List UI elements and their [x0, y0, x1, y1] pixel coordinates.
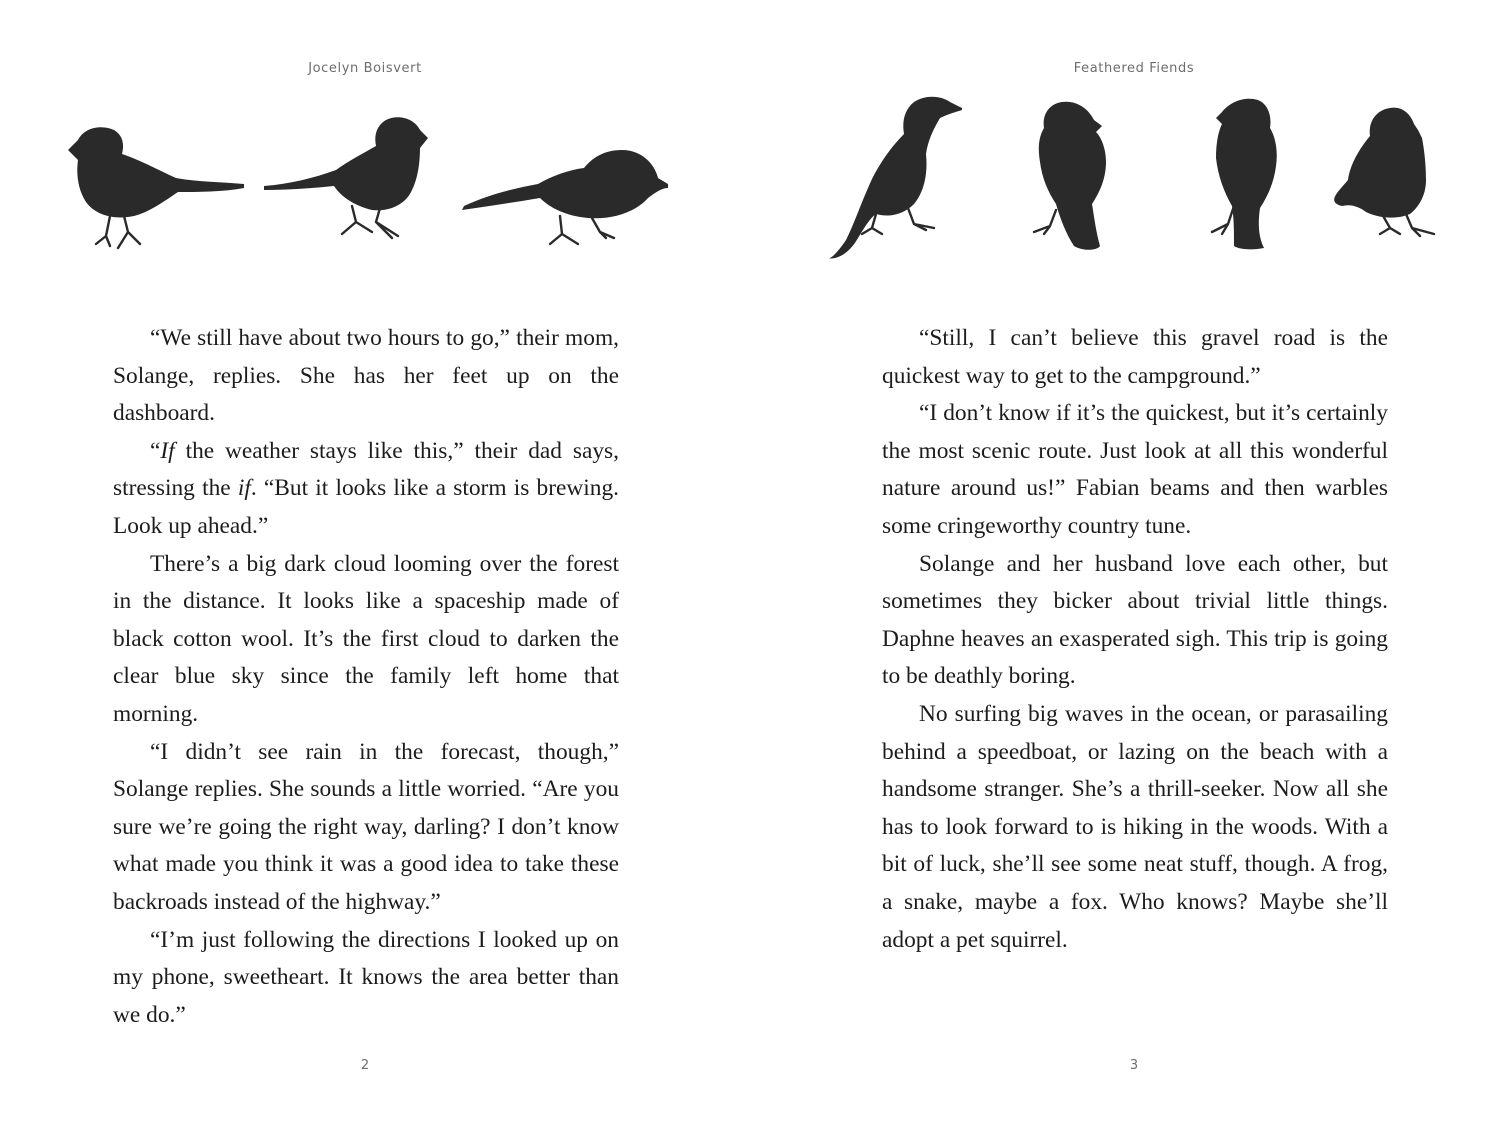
bird-silhouette-icon	[1034, 102, 1106, 250]
emphasis: If	[160, 437, 175, 464]
page-number: 2	[360, 1058, 370, 1073]
paragraph: “Still, I can’t believe this gravel road is the quickest way to get to the campground.”	[882, 325, 1388, 389]
bird-silhouette-icon	[1212, 99, 1277, 250]
bird-silhouette-icon	[828, 97, 962, 259]
left-bird-illustrations	[0, 88, 750, 268]
paragraph: There’s a big dark cloud looming over the forest in the distance. It looks like a spaceship made of black cotton wool. It’s the first cloud to darken the clear blue sky since the family left home that morning.	[113, 550, 619, 727]
emphasis: if	[237, 475, 251, 502]
running-head-author: Jocelyn Boisvert	[308, 61, 422, 76]
paragraph: Solange and her husband love each other, but sometimes they bicker about trivial little things. Daphne heaves an exasperated sigh. This trip is going to be deathly boring.	[882, 550, 1388, 690]
paragraph: “If the weather stays like this,” their dad says, stressing the if. “But it looks like a storm is brewing. Look up ahead.”	[113, 437, 620, 539]
right-page	[750, 0, 1500, 1125]
running-head-title: Feathered Fiends	[1073, 61, 1195, 76]
right-body-text	[882, 320, 1388, 959]
left-body-text	[113, 320, 619, 1034]
paragraph: “I don’t know if it’s the quickest, but it’s certainly the most scenic route. Just look at all this wonderful nature around us!” Fabian beams and then warbles some cringeworthy country tune.	[882, 400, 1388, 539]
paragraph: “We still have about two hours to go,” their mom, Solange, replies. She has her feet up on the dashboard.	[113, 325, 619, 427]
paragraph: “I’m just following the directions I looked up on my phone, sweetheart. It knows the area better than we do.”	[113, 926, 619, 1028]
paragraph: “I didn’t see rain in the forecast, though,” Solange replies. She sounds a little worried. “Are you sure we’re going the right way, darling? I don’t know what made you think it was a good idea to take these backroads instead of the highway.”	[113, 738, 619, 915]
page-number: 3	[1129, 1058, 1139, 1073]
bird-silhouette-icon	[1334, 108, 1434, 236]
right-bird-illustrations	[750, 88, 1500, 268]
bird-silhouette-icon	[68, 127, 244, 248]
paragraph: No surfing big waves in the ocean, or parasailing behind a speedboat, or lazing on the beach with a handsome stranger. She’s a thrill-seeker. Now all she has to look forward to is hiking in the woods. With a bit of luck, she’ll see some neat stuff, though. A frog, a snake, maybe a fox. Who knows? Maybe she’ll adopt a pet squirrel.	[882, 700, 1388, 953]
bird-silhouette-icon	[264, 117, 428, 238]
bird-silhouette-icon	[462, 150, 668, 244]
